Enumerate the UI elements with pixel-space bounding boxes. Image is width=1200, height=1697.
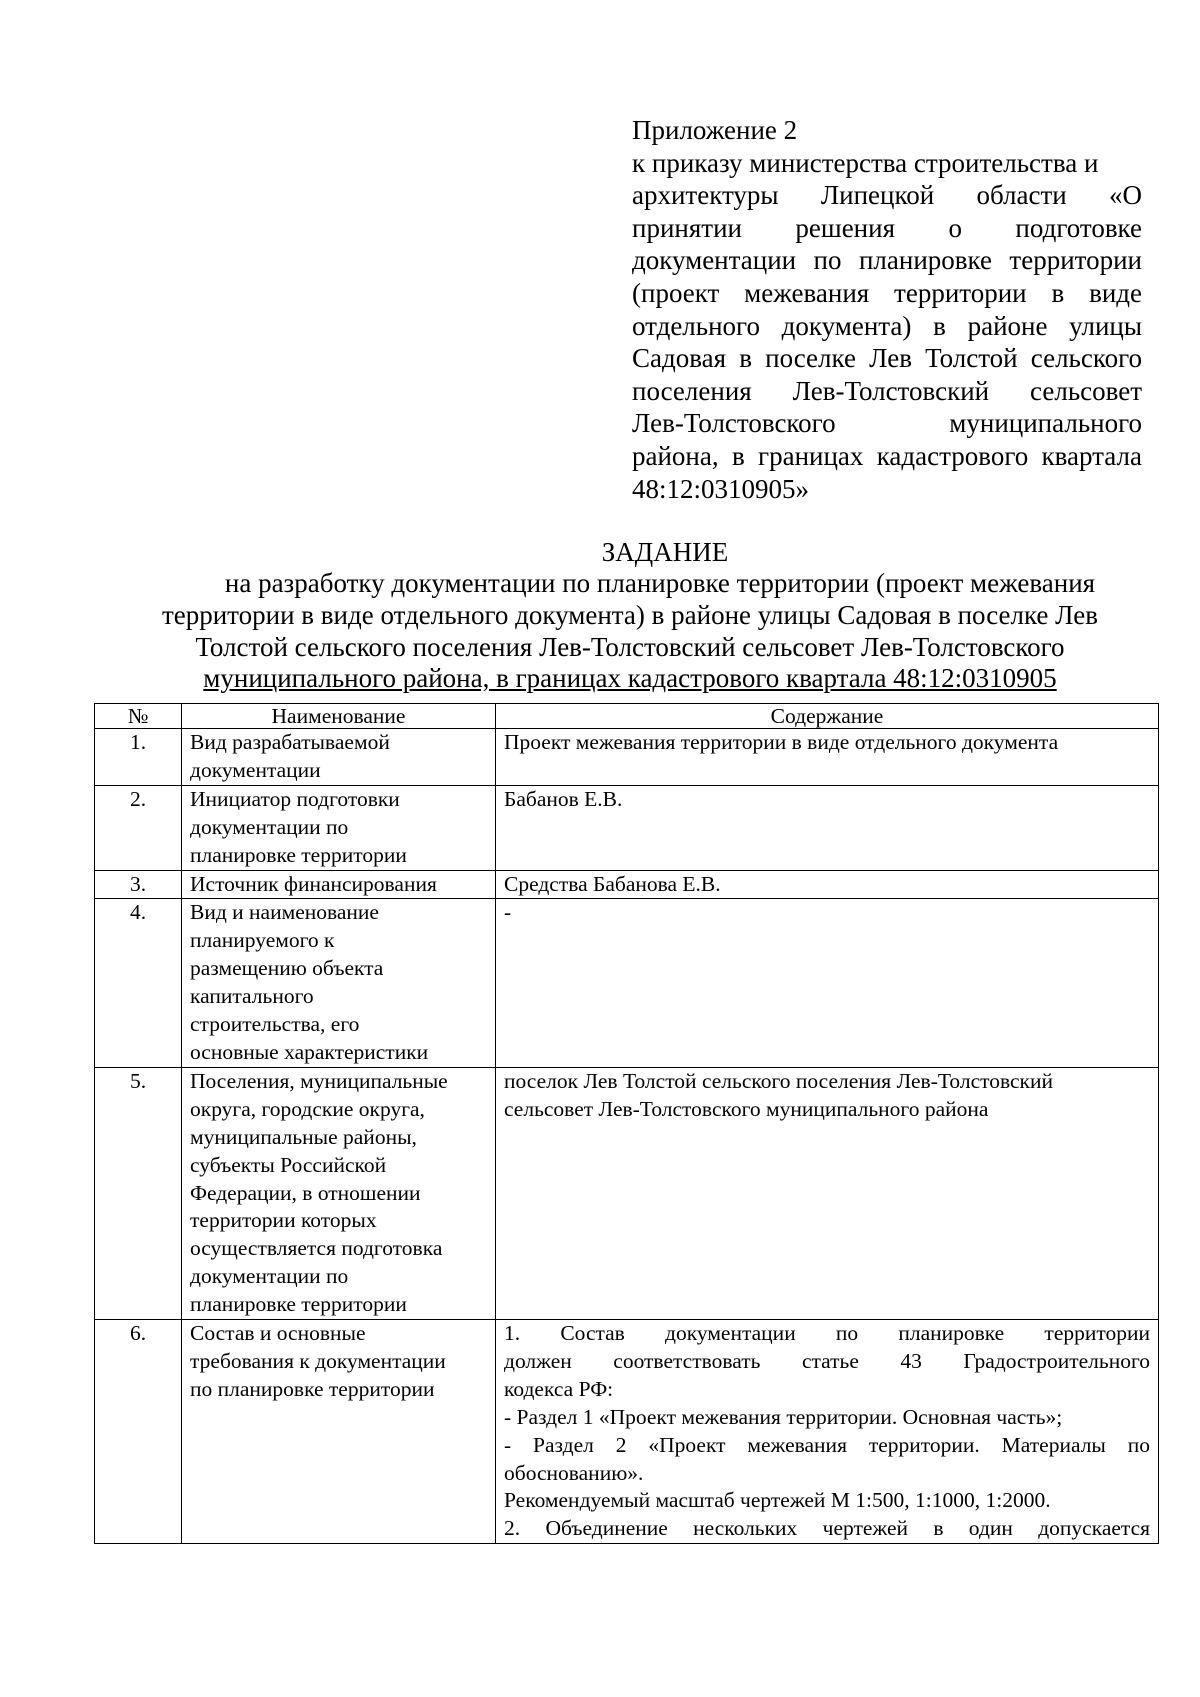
row-content-line: - Раздел 2 «Проект межевания территории. Материалы по (504, 1432, 1150, 1457)
row-content-line: Рекомендуемый масштаб чертежей М 1:500, 1:1000, 1:2000. (504, 1488, 1051, 1513)
header-number: № (95, 704, 182, 729)
row-content-line: Бабанов Е.В. (504, 786, 623, 811)
row-number: 1. (95, 729, 182, 786)
row-name-line: субъекты Российской (190, 1152, 387, 1177)
row-number: 6. (95, 1320, 182, 1544)
row-number: 2. (95, 785, 182, 870)
row-content (496, 899, 1159, 1067)
row-content (496, 1320, 1159, 1544)
row-content-line: - (504, 900, 512, 925)
row-name-line: планировке территории (190, 842, 407, 867)
row-name-line: по планировке территории (190, 1376, 435, 1401)
row-content (496, 870, 1159, 899)
row-name-line: муниципальные районы, (190, 1124, 417, 1149)
task-table (94, 703, 1159, 1544)
row-number: 3. (95, 870, 182, 899)
row-name-line: документации по (190, 1264, 349, 1289)
row-content-line: - Раздел 1 «Проект межевания территории. Основная часть»; (504, 1404, 1063, 1429)
row-name-line: основные характеристики (190, 1039, 429, 1064)
row-name (182, 785, 496, 870)
row-name-line: Источник финансирования (190, 871, 437, 896)
row-name-line: документации (190, 757, 321, 782)
appendix-line: архитектуры Липецкой области «О (632, 180, 1142, 211)
row-content (496, 729, 1159, 786)
task-subtitle-line: Толстой сельского поселения Лев-Толстовский сельсовет Лев-Толстовского (195, 631, 1065, 662)
appendix-line: Лев-Толстовского муниципального (632, 408, 1142, 439)
row-name-line: размещению объекта (190, 956, 384, 981)
appendix-line: района, в границах кадастрового квартала (632, 440, 1142, 471)
row-content-line: кодекса РФ: (504, 1376, 614, 1401)
task-subtitle (125, 568, 1135, 695)
table-header-row (95, 704, 1159, 729)
row-name-line: округа, городские округа, (190, 1096, 425, 1121)
row-name (182, 899, 496, 1067)
table-row (95, 1067, 1159, 1319)
row-number: 5. (95, 1067, 182, 1319)
row-name (182, 1067, 496, 1319)
appendix-line: принятии решения о подготовке (632, 212, 1142, 243)
table-row (95, 1320, 1159, 1544)
table-row (95, 870, 1159, 899)
row-content-line: Проект межевания территории в виде отдельного документа (504, 730, 1059, 754)
table-row (95, 785, 1159, 870)
appendix-block (632, 114, 1142, 505)
row-name-line: Инициатор подготовки (190, 786, 400, 811)
row-name-line: территории которых (190, 1208, 377, 1233)
row-name-line: строительства, его (190, 1012, 360, 1037)
row-content-line: обоснованию». (504, 1460, 644, 1485)
row-name-line: требования к документации (190, 1348, 446, 1373)
appendix-line: Садовая в поселке Лев Толстой сельского (632, 343, 1142, 374)
task-subtitle-line: территории в виде отдельного документа) в районе улицы Садовая в поселке Лев (161, 599, 1099, 630)
appendix-title: Приложение 2 (632, 115, 798, 145)
appendix-line: к приказу министерства строительства и (632, 147, 1099, 178)
row-name-line: Федерации, в отношении (190, 1180, 421, 1205)
task-title: ЗАДАНИЕ (601, 537, 729, 567)
row-content-line: 2. Объединение нескольких чертежей в один допускается (504, 1516, 1150, 1541)
row-content-line: поселок Лев Толстой сельского поселения Лев-Толстовский (504, 1068, 1053, 1093)
appendix-line: поселения Лев-Толстовский сельсовет (632, 375, 1142, 406)
row-content-line: 1. Состав документации по планировке территории (504, 1321, 1150, 1346)
row-name-line: Вид и наименование (190, 900, 379, 925)
row-content-line: Средства Бабанова Е.В. (504, 871, 721, 896)
header-name: Наименование (182, 704, 496, 729)
appendix-line: 48:12:0310905» (632, 473, 810, 504)
table-row (95, 729, 1159, 786)
task-subtitle-line: на разработку документации по планировке территории (проект межевания (224, 568, 1096, 598)
row-content (496, 785, 1159, 870)
row-name-line: планируемого к (190, 928, 335, 953)
appendix-line: отдельного документа) в районе улицы (632, 310, 1142, 341)
row-name (182, 870, 496, 899)
row-name-line: Вид разрабатываемой (190, 730, 390, 754)
row-name (182, 729, 496, 786)
row-content (496, 1067, 1159, 1319)
row-name-line: Поселения, муниципальные (190, 1068, 448, 1093)
row-name-line: документации по (190, 814, 349, 839)
row-name-line: планировке территории (190, 1292, 407, 1317)
task-subtitle-line: муниципального района, в границах кадастрового квартала 48:12:0310905 (203, 663, 1057, 694)
row-content-line: сельсовет Лев-Толстовского муниципального района (504, 1096, 989, 1121)
row-content-line: должен соответствовать статье 43 Градостроительного (504, 1348, 1150, 1373)
header-content: Содержание (496, 704, 1159, 729)
row-name (182, 1320, 496, 1544)
row-name-line: Состав и основные (190, 1321, 366, 1346)
row-name-line: осуществляется подготовка (190, 1236, 443, 1261)
appendix-line: (проект межевания территории в виде (632, 277, 1142, 308)
row-name-line: капитального (190, 984, 314, 1009)
table-row (95, 899, 1159, 1067)
row-number: 4. (95, 899, 182, 1067)
appendix-line: документации по планировке территории (632, 245, 1142, 276)
